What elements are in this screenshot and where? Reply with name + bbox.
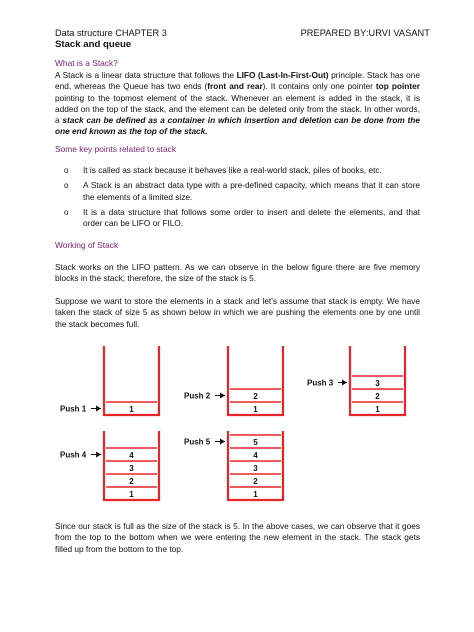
stack-item: 2	[253, 392, 258, 401]
push-label: Push 3	[307, 378, 334, 388]
text-run: ). It contains only one pointer	[262, 81, 376, 92]
bullet-icon: o	[64, 181, 69, 191]
list-item	[55, 207, 420, 230]
text-run: pointing to the topmost element of the stack. Whenever an element is added in the stack, it is added on the top of the stack, and the element can be deleted only from the stack. In other words, a	[55, 92, 420, 126]
arrowhead-icon	[342, 380, 347, 386]
header-chapter: Data structure CHAPTER 3	[55, 28, 167, 38]
heading-what-is-stack: What is a Stack?	[55, 58, 118, 68]
stack-item: 5	[253, 438, 258, 447]
working-paragraph-1: Stack works on the LIFO pattern. As we can observe in the below figure there are five memory blocks in the stack; therefore, the size of the stack is 5.	[55, 262, 420, 284]
text-run-bold: front and rear	[207, 81, 263, 92]
stack-item: 2	[375, 392, 380, 401]
header-author: PREPARED BY:URVI VASANT	[300, 28, 430, 38]
stack-push-diagram	[0, 340, 474, 520]
text-run-bold: top pointer	[375, 81, 420, 92]
stack-item: 3	[375, 379, 380, 388]
list-item	[55, 165, 420, 176]
text-run: principle. Stack has one end, whereas the Queue has two ends (	[55, 70, 420, 92]
push-label: Push 2	[184, 391, 211, 401]
stack-definition-paragraph	[55, 70, 420, 138]
heading-working-of-stack: Working of Stack	[55, 240, 119, 250]
stack-item: 2	[129, 477, 134, 486]
arrowhead-icon	[220, 393, 225, 399]
text-run: A Stack is a linear data structure that follows the	[55, 70, 237, 80]
bullet-icon: o	[64, 166, 69, 175]
push-label: Push 1	[60, 404, 87, 414]
stack-item: 1	[129, 405, 134, 414]
arrowhead-icon	[96, 452, 101, 458]
key-points-list	[55, 165, 420, 233]
push-label: Push 5	[184, 437, 211, 447]
list-item-text: A Stack is an abstract data type with a pre-defined capacity, which means that it can store the elements of a limited size.	[83, 180, 420, 202]
arrowhead-icon	[220, 439, 225, 445]
stack-item: 1	[253, 405, 258, 414]
page-title: Stack and queue	[55, 39, 132, 50]
stack-1	[60, 346, 159, 415]
stack-5	[184, 431, 283, 500]
list-item-text: It is a data structure that follows some order to insert and delete the elements, and that order can be LIFO or FILO.	[83, 206, 420, 229]
bullet-icon: o	[64, 207, 69, 217]
stack-3	[307, 346, 405, 415]
text-run-bold: LIFO (Last-In-First-Out)	[236, 70, 329, 80]
stack-item: 2	[253, 477, 258, 486]
heading-key-points: Some key points related to stack	[55, 144, 177, 154]
stack-2	[184, 346, 283, 415]
working-paragraph-2: Suppose we want to store the elements in a stack and let's assume that stack is empty. We have taken the stack of size 5 as shown below in which we are pushing the elements one by one until the stack becomes full.	[55, 296, 420, 329]
list-item-text: It is called as stack because it behaves like a real-world stack, piles of books, etc.	[83, 165, 382, 175]
stack-item: 4	[129, 451, 134, 460]
text-run-bold-italic: stack can be defined as a container in which insertion and deletion can be done from the one end known as the top of the stack.	[55, 115, 420, 137]
list-item	[55, 180, 420, 203]
stack-item: 1	[253, 490, 258, 499]
conclusion-paragraph: Since our stack is full as the size of the stack is 5. In the above cases, we can observe that it goes from the top to the bottom when we were entering the new element in the stack. The stack gets filled up from the bottom to the top.	[55, 521, 420, 554]
stack-item: 1	[375, 405, 380, 414]
stack-item: 4	[253, 451, 258, 460]
stack-item: 1	[129, 490, 134, 499]
stack-item: 3	[129, 464, 134, 473]
arrowhead-icon	[96, 406, 101, 412]
stack-item: 3	[253, 464, 258, 473]
push-label: Push 4	[60, 450, 87, 460]
stack-4	[60, 431, 159, 500]
